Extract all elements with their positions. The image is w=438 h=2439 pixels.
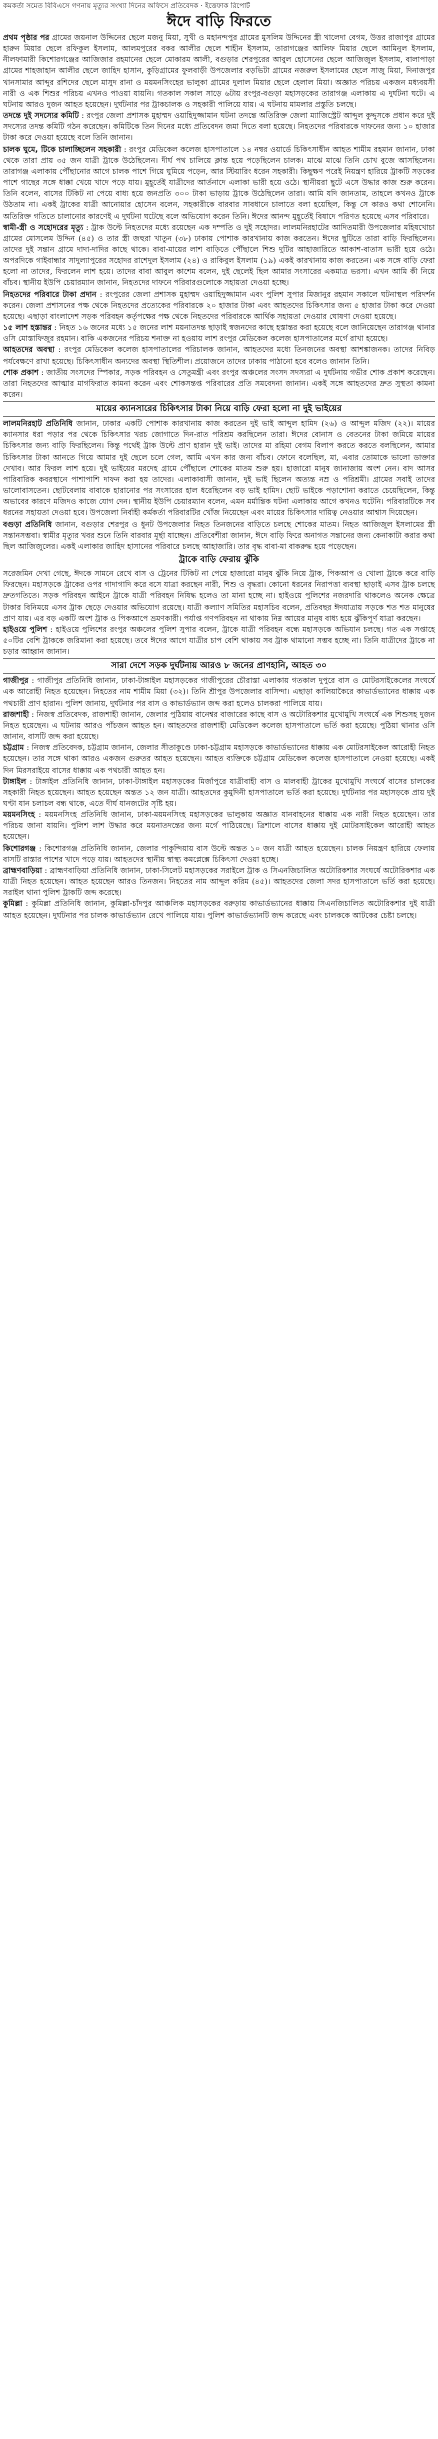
paragraph [3, 110, 435, 143]
paragraph-lead: হাইওয়ে পুলিশ [3, 624, 48, 634]
paragraph-lead: বগুড়া প্রতিনিধি [3, 519, 52, 529]
subheadline-nationwide-accidents: সারা দেশে সড়ক দুর্ঘটনায় আরও ৮ জনের প্রাণহানি, আহত ৩০ [3, 658, 435, 674]
paragraph-text: : নিহত ১৬ জনের মধ্যে ১৫ জনের লাশ ময়নাতদন্ত ছাড়াই স্বজনদের কাছে হস্তান্তর করা হয়েছে বলে জানিয়েছেন তারাগঞ্জ থানার ওসি মোস্তাফিজুর রহমান। বাকি একজনের পরিচয় শনাক্ত না হওয়ায় লাশ রংপুর মেডিকেল কলেজ হাসপাতালের মর্গে রাখা হয়েছে। [3, 323, 435, 344]
paragraph [3, 675, 435, 708]
article-body-part-1 [3, 32, 435, 400]
paragraph [3, 568, 435, 624]
paragraph [3, 344, 435, 366]
paragraph-lead: কিশোরগঞ্জ [3, 843, 36, 853]
paragraph-text: সরেজমিন দেখা গেছে, ঈদকে সামনে রেখে বাস ও ট্রেনের টিকিট না পেয়ে হাজারো মানুষ ঝুঁকি নিয়ে ট্রাক, পিকআপ ও খোলা ট্রাকে করে বাড়ি ফিরছেন। মহাসড়কে ট্রাকের ওপর গাদাগাদি করে বসে যাত্রা করছেন নারী, শিশু ও বৃদ্ধরা। কোনো ধরনের নিরাপত্তা ব্যবস্থা ছাড়াই এসব ট্রাক চলছে দ্রুতগতিতে। সড়ক পরিবহন আইনে ট্রাকে যাত্রী পরিবহন নিষিদ্ধ হলেও তা মানা হচ্ছে না। হাইওয়ে পুলিশের নজরদারি থাকলেও অনেক ক্ষেত্রে টাকার বিনিময়ে এসব ট্রাক ছেড়ে দেওয়ার অভিযোগ রয়েছে। যাত্রী কল্যাণ সমিতির মহাসচিব বলেন, প্রতিবছর ঈদযাত্রায় সড়কে শত শত মানুষের প্রাণ যায়। এর বড় একটি অংশ ট্রাক ও পিকআপে ভ্রমণকারী। পর্যাপ্ত গণপরিবহন না থাকায় নিম্ন আয়ের মানুষ বাধ্য হয়ে ঝুঁকিপূর্ণ যাত্রা করছেন। [3, 569, 435, 623]
subheadline-mother-cancer: মায়ের ক্যানসারের চিকিৎসার টাকা নিয়ে বাড়ি ফেরা হলো না দুই ভাইয়ের [3, 401, 435, 417]
paragraph [3, 776, 435, 809]
paragraph-text: : জাতীয় সংসদের স্পিকার, সড়ক পরিবহন ও সেতুমন্ত্রী এবং রংপুর অঞ্চলের সংসদ সদস্যরা এ দুর্ঘটনায় গভীর শোক প্রকাশ করেছেন। তারা নিহতদের আত্মার মাগফিরাত কামনা করেন এবং শোকসন্তপ্ত পরিবারের প্রতি সমবেদনা জানান। একই সঙ্গে আহতদের দ্রুত সুস্থতা কামনা করেন। [3, 367, 435, 399]
paragraph-text: : কিশোরগঞ্জ প্রতিনিধি জানান, জেলার পাকুন্দিয়ায় বাস উল্টে অন্তত ১০ জন যাত্রী আহত হয়েছেন। চালক নিয়ন্ত্রণ হারিয়ে ফেলায় বাসটি রাস্তার পাশের খাদে পড়ে যায়। আহতদের স্থানীয় স্বাস্থ্য কমপ্লেক্সে চিকিৎসা দেওয়া হচ্ছে। [3, 843, 435, 864]
paragraph [3, 418, 435, 518]
paragraph-text: জানান, বগুড়ার শেরপুর ও ধুনট উপজেলার নিহত তিনজনের বাড়িতে চলছে শোকের মাতম। নিহত আজিজুল ইসলামের স্ত্রী সন্তানসম্ভবা। স্বামীর মৃত্যুর খবর শুনে তিনি বারবার মূর্ছা যাচ্ছেন। প্রতিবেশীরা জানান, ঈদে বাড়ি ফিরে অনাগত সন্তানের জন্য কেনাকাটা করার কথা ছিল আজিজুলের। একই এলাকার জাহিদ হাসানের পরিবারে চলছে আহাজারি। তার বৃদ্ধ বাবা-মা বাকরুদ্ধ হয়ে পড়েছেন। [3, 519, 435, 551]
paragraph-text: গ্রামের জয়নাল উদ্দিনের ছেলে মজনু মিয়া, সুখী ও মহানন্দপুর গ্রামের মুসলিম উদ্দিনের স্ত্রী খালেদা বেগম, উত্তর রাজাপুর গ্রামের হারুন মিয়ার ছেলে রফিকুল ইসলাম, আলমপুরের বকর আলীর ছেলে শাহীন ইসলাম, তারাগঞ্জের আলিফ মিয়ার ছেলে আমিনুল ইসলাম, নীলফামারী কিশোরগঞ্জের আজিজার রহমানের ছেলে মোকারম আলী, বগুড়ার শেরপুরের আবুল হোসেনের ছেলে আজিজুল ইসলাম, বালাপাড়া গ্রামের শাহজাহান আলীর ছেলে জাহিদ হাসান, কুড়িগ্রামের ফুলবাড়ী উপজেলার বড়ভিটা গ্রামের নজরুল ইসলামের ছেলে সাজু মিয়া, দিনাজপুর খানসামার আব্দুর রশিদের ছেলে মাসুদ রানা ও ময়মনসিংহের ভালুকা গ্রামের দুলাল মিয়ার ছেলে হেলাল মিয়া। অজ্ঞাত পরিচয় একজন মধ্যবয়সী নারী ও এক শিশুর পরিচয় এখনও পাওয়া যায়নি। গতকাল সকাল সাড়ে ৬টায় রংপুর-বগুড়া মহাসড়কের তারাগঞ্জ এলাকায় এ দুর্ঘটনা ঘটে। এ ঘটনায় আরও দুজন আহত হয়েছেন। দুর্ঘটনার পর ট্রাকচালক ও সহকারী পালিয়ে যায়। এ ঘটনায় মামলার প্রস্তুতি চলছে। [3, 33, 435, 109]
byline: কমকর্তা সমেত বিবিএসে গণনায় মৃত্যুর সংখ্যা দিনের অফিসে প্রতিবেদক · ইত্তেফাক রিপোর্ট [3, 2, 250, 10]
paragraph [3, 32, 435, 110]
paragraph [3, 222, 435, 289]
paragraph-lead: নিহতদের পরিবারে টাকা প্রদান [3, 289, 97, 299]
paragraph-lead: টাঙ্গাইল [3, 776, 27, 786]
paragraph-lead: ময়মনসিংহ [3, 810, 35, 820]
paragraph-text: : রংপুর জেলা প্রশাসক মুহাম্মদ ওয়াহিদুজ্জামান ঘটনা তদন্তে অতিরিক্ত জেলা ম্যাজিস্ট্রেট আব্দুল কুদ্দুসকে প্রধান করে দুই সদস্যের তদন্ত কমিটি গঠন করেছেন। কমিটিকে তিন দিনের মধ্যে প্রতিবেদন জমা দিতে বলা হয়েছে। নিহতদের পরিবারকে দাফনের জন্য ১০ হাজার টাকা করে দেওয়া হয়েছে বলে তিনি জানান। [3, 111, 436, 143]
paragraph-lead: কুমিল্লা [3, 899, 23, 909]
paragraph-text: : রংপুরের জেলা প্রশাসক মুহাম্মদ ওয়াহিদুজ্জামান এবং পুলিশ সুপার মিজানুর রহমান সকালে ঘটনাস্থল পরিদর্শন করেন। জেলা প্রশাসনের পক্ষ থেকে নিহতদের প্রত্যেকের পরিবারকে ২০ হাজার টাকা এবং আহতদের চিকিৎসার জন্য ৫ হাজার টাকা করে দেওয়া হয়েছে। এছাড়া বাংলাদেশ সড়ক পরিবহন কর্তৃপক্ষের পক্ষ থেকে নিহতদের পরিবারকে আর্থিক সহায়তা দেওয়ার ঘোষণা দেওয়া হয়েছে। [3, 289, 435, 321]
paragraph-lead: স্বামী-স্ত্রী ও সহোদরের মৃত্যু [3, 222, 84, 232]
paragraph [3, 709, 435, 742]
paragraph [3, 742, 435, 775]
paragraph [3, 367, 435, 400]
paragraph-lead: আহতদের অবস্থা [3, 345, 55, 355]
paragraph [3, 898, 435, 920]
paragraph-lead: চট্টগ্রাম [3, 743, 24, 753]
paragraph-text: : ট্রাক উল্টে নিহতদের মধ্যে রয়েছেন এক দম্পতি ও দুই সহোদর। লালমনিরহাটের আদিতমারী উপজেলার মহিষখোচা গ্রামের মোসলেম উদ্দিন (৪৫) ও তার স্ত্রী জহুরা খাতুন (৩৮) ঢাকায় পোশাক কারখানায় কাজ করতেন। ঈদের ছুটিতে তারা বাড়ি ফিরছিলেন। তাদের দুই সন্তান গ্রামে দাদা-দাদির কাছে থাকে। বাবা-মায়ের লাশ বাড়িতে পৌঁছালে শিশু দুটির আহাজারিতে আকাশ-বাতাস ভারী হয়ে ওঠে। অপরদিকে গাইবান্ধার সাদুল্যাপুরের সহোদর রাশেদুল ইসলাম (২৪) ও রাকিবুল ইসলাম (১৯) একই কারখানায় কাজ করতেন। এক সঙ্গে বাড়ি ফেরা হলো না তাদের, ফিরলেন লাশ হয়ে। তাদের বাবা আবুল কাশেম বলেন, দুই ছেলেই ছিল আমার সংসারের একমাত্র ভরসা। এখন আমি কী নিয়ে বাঁচব। স্থানীয় ইউপি চেয়ারম্যান জানান, নিহতদের দাফনে পরিবারগুলোকে সহায়তা দেওয়া হচ্ছে। [3, 222, 435, 288]
paragraph [3, 144, 435, 222]
paragraph [3, 843, 435, 865]
paragraph-text: : রংপুর মেডিকেল কলেজ হাসপাতালের পরিচালক জানান, আহতদের মধ্যে তিনজনের অবস্থা আশঙ্কাজনক। তাদের নিবিড় পর্যবেক্ষণে রাখা হয়েছে। চিকিৎসাধীন অন্যদের অবস্থা স্থিতিশীল। প্রয়োজনে তাদের ঢাকায় পাঠানো হবে বলেও জানান তিনি। [3, 345, 435, 366]
paragraph-text: : টাঙ্গাইল প্রতিনিধি জানান, ঢাকা-টাঙ্গাইল মহাসড়কের মির্জাপুরে যাত্রীবাহী বাস ও মালবাহী ট্রাকের মুখোমুখি সংঘর্ষে বাসের চালকের সহকারী নিহত হয়েছেন। আহত হয়েছেন অন্তত ১২ জন যাত্রী। আহতদের কুমুদিনী হাসপাতালে ভর্তি করা হয়েছে। দুর্ঘটনার পর মহাসড়কে প্রায় দুই ঘণ্টা যান চলাচল বন্ধ থাকে, এতে দীর্ঘ যানজটের সৃষ্টি হয়। [3, 776, 435, 808]
article-body-part-2 [3, 418, 435, 552]
article-body-part-3 [3, 568, 435, 657]
paragraph-lead: রাজশাহী [3, 709, 30, 719]
paragraph-lead: ১৫ লাশ হস্তান্তর [3, 323, 52, 333]
paragraph [3, 519, 435, 552]
paragraph-lead: ব্রাহ্মণবাড়িয়া [3, 865, 43, 875]
paragraph [3, 322, 435, 344]
paragraph-lead: প্রথম পৃষ্ঠার পর [3, 33, 50, 42]
paragraph-lead: চালক ঘুমে, টিকে চালাচ্ছিলেন সহকারী [3, 144, 122, 154]
paragraph-text: : গাজীপুর প্রতিনিধি জানান, ঢাকা-টাঙ্গাইল মহাসড়কের গাজীপুরের চৌরাস্তা এলাকায় গতকাল দুপুরে বাস ও মোটরসাইকেলের সংঘর্ষে এক আরোহী নিহত হয়েছেন। নিহতের নাম শামীম মিয়া (৩২)। তিনি শ্রীপুর উপজেলার বাসিন্দা। এছাড়া কালিয়াকৈরে কাভার্ডভ্যানের ধাক্কায় এক পথচারী প্রাণ হারান। পুলিশ জানায়, দুর্ঘটনার পর বাস ও কাভার্ডভ্যান জব্দ করা হলেও চালকরা পালিয়ে যায়। [3, 676, 435, 708]
paragraph-lead: গাজীপুর [3, 676, 29, 686]
paragraph-text: : হাইওয়ে পুলিশের রংপুর অঞ্চলের পুলিশ সুপার বলেন, ট্রাকে যাত্রী পরিবহন বন্ধে মহাসড়কে অভিযান চলছে। গত এক সপ্তাহে ৫০টির বেশি ট্রাককে জরিমানা করা হয়েছে। তবে ঈদের আগে যাত্রীর চাপ বেশি থাকায় সব ট্রাক থামানো সম্ভব হচ্ছে না। তিনি যাত্রীদের ট্রাকে না চড়ার আহ্বান জানান। [3, 624, 435, 657]
paragraph-text: জানান, ঢাকার একটি পোশাক কারখানায় কাজ করতেন দুই ভাই আব্দুল হামিদ (২৬) ও আব্দুল মজিদ (২২)। মায়ের ক্যানসার ধরা পড়ার পর থেকে চিকিৎসার খরচ জোগাতে দিন-রাত পরিশ্রম করছিলেন তারা। ঈদের বোনাস ও বেতনের টাকা জমিয়ে মায়ের চিকিৎসার জন্য বাড়ি ফিরছিলেন। কিন্তু পথেই ট্রাক উল্টে প্রাণ হারান দুই ভাই। তাদের মা রহিমা বেগম বিলাপ করতে করতে বলছিলেন, আমার চিকিৎসার টাকা আনতে গিয়ে আমার দুই ছেলে চলে গেল, আমি এখন কার জন্য বাঁচব। ফোনে বলেছিল, মা, এবার তোমাকে ভালো ডাক্তার দেখাব। আর ফিরল লাশ হয়ে। দুই ভাইয়ের মরদেহ গ্রামে পৌঁছালে শোকের মাতম শুরু হয়। হাজারো মানুষ জানাজায় অংশ নেন। বাদ আসর পারিবারিক কবরস্থানে পাশাপাশি দাফন করা হয় তাদের। এলাকাবাসী জানান, দুই ভাই ছিলেন অত্যন্ত নম্র ও পরিশ্রমী। গ্রামের সবাই তাদের ভালোবাসতেন। ছোটবেলায় বাবাকে হারানোর পর সংসারের হাল ধরেছিলেন বড় ভাই হামিদ। ছোট ভাইকে পড়াশোনা করাতে চেয়েছিলেন, কিন্তু অভাবের কারণে মজিদও কাজে যোগ দেন। স্থানীয় ইউপি চেয়ারম্যান বলেন, এমন মর্মান্তিক ঘটনা এলাকায় আগে কখনও ঘটেনি। পরিবারটিকে সব ধরনের সহায়তা দেওয়া হবে। উপজেলা নির্বাহী কর্মকর্তা পরিবারটির খোঁজ নিয়েছেন এবং মায়ের চিকিৎসার দায়িত্ব নেওয়ার আশ্বাস দিয়েছেন। [3, 419, 435, 518]
paragraph [3, 289, 435, 322]
paragraph-lead: শোক প্রকাশ [3, 367, 39, 377]
paragraph-text: : ব্রাহ্মণবাড়িয়া প্রতিনিধি জানান, ঢাকা-সিলেট মহাসড়কের সরাইলে ট্রাক ও সিএনজিচালিত অটোরিকশার সংঘর্ষে অটোরিকশার এক যাত্রী নিহত হয়েছেন। আহত হয়েছেন আরও তিনজন। নিহতের নাম আব্দুল করিম (৪৫)। আহতদের জেলা সদর হাসপাতালে ভর্তি করা হয়েছে। সরাইল থানা পুলিশ ট্রাকটি জব্দ করেছে। [3, 865, 435, 898]
article-body-part-4 [3, 675, 435, 920]
paragraph [3, 809, 435, 842]
paragraph-text: : কুমিল্লা প্রতিনিধি জানান, কুমিল্লা-চাঁদপুর আঞ্চলিক মহাসড়কের বরুড়ায় কাভার্ডভ্যানের ধাক্কায় সিএনজিচালিত অটোরিকশার দুই যাত্রী আহত হয়েছেন। দুর্ঘটনার পর চালক কাভার্ডভ্যান রেখে পালিয়ে যায়। পুলিশ কাভার্ডভ্যানটি জব্দ করেছে এবং চালককে আটকের চেষ্টা চলছে। [3, 899, 435, 920]
paragraph-lead: লালমনিরহাট প্রতিনিধি [3, 419, 73, 429]
paragraph-text: : রংপুর মেডিকেল কলেজ হাসপাতালে ১৪ নম্বর ওয়ার্ডে চিকিৎসাধীন আহত শামীম রহমান জানান, ঢাকা থেকে তারা প্রায় ৩৫ জন যাত্রী ট্রাকে উঠেছিলেন। দীর্ঘ পথ চালিয়ে ক্লান্ত হয়ে পড়েছিলেন চালক। মাঝে মাঝে তিনি চোখ বুজে আসছিলেন। তারাগঞ্জ এলাকায় পৌঁছানোর আগে চালক পাশে গিয়ে ঘুমিয়ে পড়েন, আর স্টিয়ারিং ধরেন সহকারী। কিছুক্ষণ পরেই নিয়ন্ত্রণ হারিয়ে ট্রাকটি সড়কের পাশে গাছের সঙ্গে ধাক্কা খেয়ে খাদে পড়ে যায়। মুহূর্তেই যাত্রীদের আর্তনাদে এলাকা ভারী হয়ে ওঠে। স্থানীয়রা ছুটে এসে উদ্ধার কাজ শুরু করেন। তিনি বলেন, বাসের টিকিট না পেয়ে বাধ্য হয়ে জনপ্রতি ৩০০ টাকা ভাড়ায় ট্রাকে উঠেছিলেন তারা। আমি যদি জানতাম, তাহলে কখনও ট্রাকে উঠতাম না। একই ট্রাকের যাত্রী আনোয়ার হোসেন বলেন, সহকারীকে বারবার সাবধানে চালাতে বলা হয়েছিল, কিন্তু সে কারও কথা শোনেনি। অতিরিক্ত গতিতে চালানোর কারণেই এ দুর্ঘটনা ঘটেছে বলে অভিযোগ করেন তিনি। ঈদের আনন্দ মুহূর্তেই বিষাদে পরিণত হয়েছে এসব পরিবারে। [3, 144, 435, 221]
paragraph-text: : নিজস্ব প্রতিবেদক, চট্টগ্রাম জানান, জেলার সীতাকুণ্ডে ঢাকা-চট্টগ্রাম মহাসড়কে কাভার্ডভ্যানের ধাক্কায় এক মোটরসাইকেল আরোহী নিহত হয়েছেন। তার সঙ্গে থাকা আরও একজন গুরুতর আহত হয়েছেন। আহত ব্যক্তিকে চট্টগ্রাম মেডিকেল কলেজ হাসপাতালে নেওয়া হয়েছে। একই দিন মিরসরাইয়ে বাসের ধাক্কায় এক পথচারী আহত হন। [3, 743, 435, 775]
paragraph [3, 624, 435, 657]
paragraph-text: : ময়মনসিংহ প্রতিনিধি জানান, ঢাকা-ময়মনসিংহ মহাসড়কের ভালুকায় অজ্ঞাত যানবাহনের ধাক্কায় এক নারী নিহত হয়েছেন। তার পরিচয় জানা যায়নি। পুলিশ লাশ উদ্ধার করে ময়নাতদন্তের জন্য মর্গে পাঠিয়েছে। ত্রিশালে বাসের ধাক্কায় দুই মোটরসাইকেল আরোহী আহত হয়েছেন। [3, 810, 435, 842]
paragraph-text: : নিজস্ব প্রতিবেদক, রাজশাহী জানান, জেলার পুঠিয়ায় বানেশ্বর বাজারের কাছে বাস ও অটোরিকশার মুখোমুখি সংঘর্ষে এক শিশুসহ দুজন নিহত হয়েছেন। এ ঘটনায় আরও পাঁচজন আহত হন। আহতদের রাজশাহী মেডিকেল কলেজ হাসপাতালে ভর্তি করা হয়েছে। পুঠিয়া থানার ওসি জানান, বাসটি জব্দ করা হয়েছে। [3, 709, 435, 742]
headline: ঈদে বাড়ি ফিরতে [166, 12, 272, 30]
subheadline-truck-risk: ট্রাকে বাড়ি ফেরায় ঝুঁকি [179, 555, 259, 566]
paragraph [3, 865, 435, 898]
paragraph-lead: তদন্তে দুই সদস্যের কমিটি [3, 111, 79, 121]
